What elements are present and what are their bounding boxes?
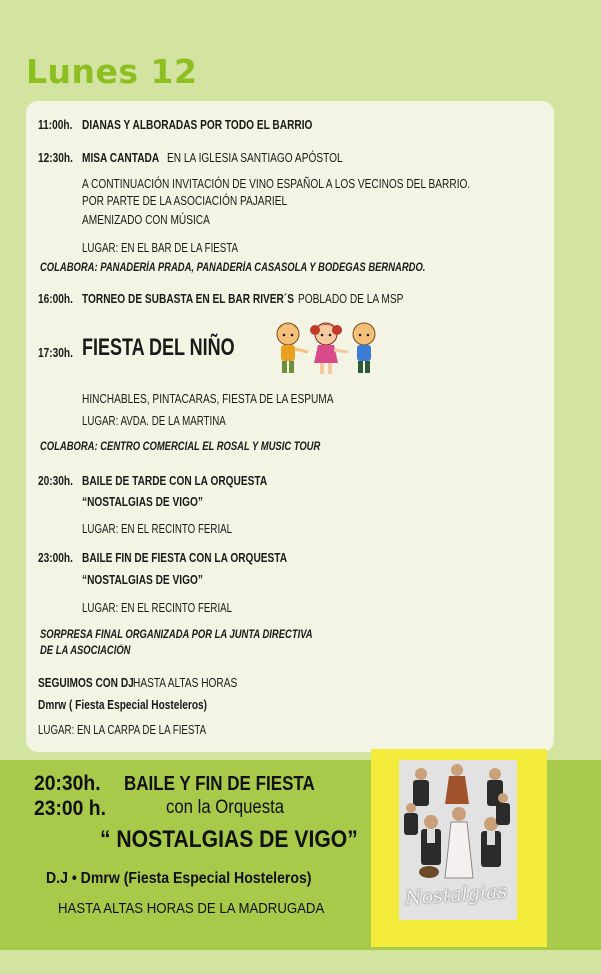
baile-fin-orquesta: “NOSTALGIAS DE VIGO” (82, 572, 203, 587)
highlight-time-2: 23:00 h. (34, 797, 106, 820)
nino-colabora: COLABORA: CENTRO COMERCIAL EL ROSAL Y MUSIC TOUR (40, 441, 321, 453)
misa-line-3: AMENIZADO CON MÚSICA (82, 212, 210, 227)
kids-illustration-icon (270, 318, 382, 378)
page-title: Lunes 12 (26, 52, 198, 91)
baile-tarde-orquesta: “NOSTALGIAS DE VIGO” (82, 494, 203, 509)
misa-lugar: LUGAR: EN EL BAR DE LA FIESTA (82, 241, 239, 255)
band-photo (399, 760, 517, 920)
time-2030: 20:30h. (38, 473, 73, 488)
dj-lugar: LUGAR: EN LA CARPA DE LA FIESTA (38, 723, 207, 737)
time-2300: 23:00h. (38, 550, 73, 565)
highlight-hasta: HASTA ALTAS HORAS DE LA MADRUGADA (58, 900, 325, 917)
event-dianas: DIANAS Y ALBORADAS POR TODO EL BARRIO (82, 117, 313, 132)
highlight-orquesta: “ NOSTALGIAS DE VIGO” (100, 826, 358, 853)
event-torneo-place: POBLADO DE LA MSP (298, 291, 404, 306)
highlight-dj: D.J • Dmrw (Fiesta Especial Hosteleros) (46, 870, 312, 887)
misa-line-1: A CONTINUACIÓN INVITACIÓN DE VINO ESPAÑOL A LOS VECINOS DEL BARRIO. (82, 176, 471, 191)
highlight-sub: con la Orquesta (166, 797, 285, 818)
time-1230: 12:30h. (38, 150, 73, 165)
dj-head: SEGUIMOS CON DJ (38, 675, 134, 690)
highlight-time-1: 20:30h. (34, 772, 101, 795)
sorpresa-line-2: DE LA ASOCIACIÓN (40, 645, 131, 657)
baile-fin-lugar: LUGAR: EN EL RECINTO FERIAL (82, 601, 233, 615)
event-baile-tarde: BAILE DE TARDE CON LA ORQUESTA (82, 473, 268, 488)
misa-colabora: COLABORA: PANADERÍA PRADA, PANADERÍA CASASOLA Y BODEGAS BERNARDO. (40, 262, 426, 274)
dj-name: Dmrw ( Fiesta Especial Hosteleros) (38, 697, 208, 712)
event-misa-place: EN LA IGLESIA SANTIAGO APÓSTOL (167, 150, 343, 165)
misa-line-2: POR PARTE DE LA ASOCIACIÓN PAJARIEL (82, 193, 288, 208)
event-misa: MISA CANTADA (82, 150, 160, 165)
photo-caption: Nostalgias (404, 880, 508, 910)
highlight-title: BAILE Y FIN DE FIESTA (124, 773, 315, 795)
time-1100: 11:00h. (38, 117, 73, 132)
event-fiesta-nino: FIESTA DEL NIÑO (82, 334, 235, 361)
baile-tarde-lugar: LUGAR: EN EL RECINTO FERIAL (82, 522, 233, 536)
event-baile-fin: BAILE FIN DE FIESTA CON LA ORQUESTA (82, 550, 288, 565)
nino-lugar: LUGAR: AVDA. DE LA MARTINA (82, 414, 226, 428)
sorpresa-line-1: SORPRESA FINAL ORGANIZADA POR LA JUNTA DIRECTIVA (40, 629, 313, 641)
nino-line: HINCHABLES, PINTACARAS, FIESTA DE LA ESPUMA (82, 391, 334, 406)
dj-rest: HASTA ALTAS HORAS (133, 675, 238, 690)
time-1730: 17:30h. (38, 345, 73, 360)
event-torneo: TORNEO DE SUBASTA EN EL BAR RIVER´S (82, 291, 295, 306)
time-1600: 16:00h. (38, 291, 73, 306)
